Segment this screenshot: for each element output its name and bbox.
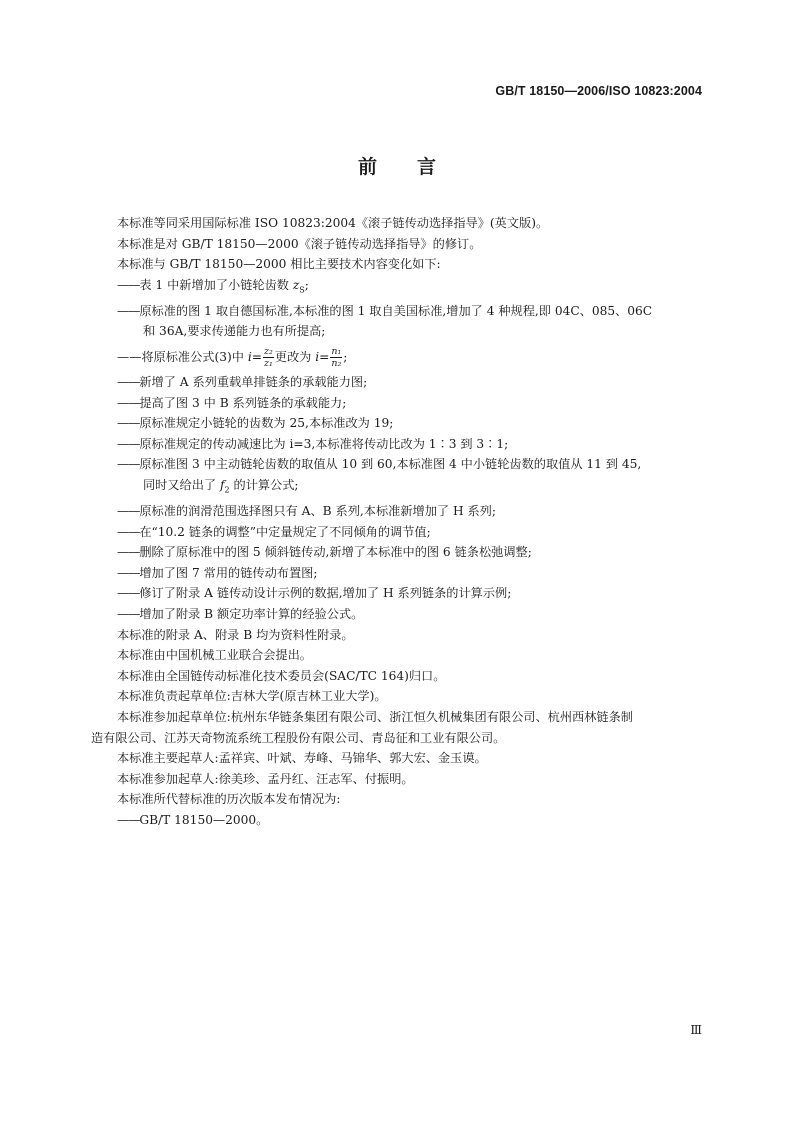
dash: —— (117, 606, 140, 621)
paragraph-proposed: 本标准由中国机械工业联合会提出。 (117, 648, 312, 663)
page-title: 前言 (357, 156, 476, 178)
change-item-10: ——在“10.2 链条的调整”中定量规定了不同倾角的调节值; (117, 524, 431, 539)
foreword-body (91, 213, 705, 831)
page-number: Ⅲ (690, 1023, 702, 1037)
change-item-7: ——原标准规定的传动减速比为 i=3,本标准将传动比改为 1∶3 到 3∶1; (117, 436, 509, 451)
paragraph-history-intro: 本标准所代替标准的历次版本发布情况为: (117, 792, 341, 807)
dash: —— (117, 812, 140, 827)
dash: —— (117, 586, 140, 601)
paragraph-annex: 本标准的附录 A、附录 B 均为资料性附录。 (117, 627, 354, 642)
change-item-5: ——提高了图 3 中 B 系列链条的承载能力; (117, 395, 347, 410)
paragraph-drafter-lead: 本标准负责起草单位:吉林大学(原吉林工业大学)。 (117, 689, 387, 704)
change-item-11: ——删除了原标准中的图 5 倾斜链传动,新增了本标准中的图 6 链条松弛调整; (117, 545, 532, 560)
change-item-6: ——原标准规定小链轮的齿数为 25,本标准改为 19; (117, 416, 394, 431)
dash: —— (117, 436, 140, 451)
change-item-14: ——增加了附录 B 额定功率计算的经验公式。 (117, 606, 364, 621)
change-item-8: ——原标准图 3 中主动链轮齿数的取值从 10 到 60,本标准图 4 中小链轮齿数的取值从 11 到 45, (117, 457, 642, 472)
paragraph-drafting-units: 本标准参加起草单位:杭州东华链条集团有限公司、浙江恒久机械集团有限公司、杭州西林链条制 (117, 709, 633, 724)
dash: —— (117, 565, 140, 580)
dash: —— (117, 277, 140, 292)
dash: —— (117, 545, 140, 560)
change-item-12: ——增加了图 7 常用的链传动布置图; (117, 565, 318, 580)
dash: —— (117, 524, 140, 539)
dash: —— (117, 416, 140, 431)
paragraph-adoption: 本标准等同采用国际标准 ISO 10823:2004《滚子链传动选择指导》(英文版)。 (117, 216, 549, 230)
dash: —— (117, 457, 140, 472)
change-item-2-continued: 和 36A,要求传递能力也有所提高; (143, 324, 326, 339)
change-item-13: ——修订了附录 A 链传动设计示例的数据,增加了 H 系列链条的计算示例; (117, 586, 512, 601)
change-item-3: ——将原标准公式(3)中 i= $\frac{\text{z₂}}{\text{z₁}}$ 更改为 i= $\frac{\text{n₁}}{\text{n₂}}$ ; (117, 346, 348, 369)
formula-fraction-new: $\frac{\text{n₁}}{\text{n₂}}$ (331, 346, 342, 369)
change-item-8-continued: 同时又给出了 $f_2$ 的计算公式; (143, 477, 299, 495)
change-item-4: ——新增了 A 系列重载单排链条的承载能力图; (117, 375, 368, 389)
paragraph-revision: 本标准是对 GB/T 18150—2000《滚子链传动选择指导》的修订。 (117, 236, 482, 251)
paragraph-centralized: 本标准由全国链传动标准化技术委员会(SAC/TC 164)归口。 (117, 668, 446, 683)
dash: —— (117, 350, 142, 364)
change-item-1: ——表 1 中新增加了小链轮齿数 $z_S$; (117, 277, 309, 295)
dash: —— (117, 395, 140, 410)
change-item-9: ——原标准的润滑范围选择图只有 A、B 系列,本标准新增加了 H 系列; (117, 504, 496, 518)
paragraph-participating-drafters: 本标准参加起草人:徐美珍、孟丹红、汪志军、付振明。 (117, 771, 414, 786)
standard-code: GB/T 18150—2006/ISO 10823:2004 (495, 84, 702, 98)
paragraph-drafting-units-continued: 造有限公司、江苏天奇物流系统工程股份有限公司、青岛征和工业有限公司。 (91, 730, 506, 745)
dash: —— (117, 303, 140, 318)
formula-fraction-old: $\frac{\text{z₂}}{\text{z₁}}$ (263, 346, 273, 369)
dash: —— (117, 504, 140, 518)
paragraph-main-drafters: 本标准主要起草人:孟祥宾、叶斌、寿峰、马锦华、郭大宏、金玉谟。 (117, 751, 487, 766)
change-item-2: ——原标准的图 1 取自德国标准,本标准的图 1 取自美国标准,增加了 4 种规程,即 04C、085、06C (117, 303, 653, 318)
history-item: ——GB/T 18150—2000。 (117, 812, 269, 827)
dash: —— (117, 375, 140, 389)
paragraph-changes-intro: 本标准与 GB/T 18150—2000 相比主要技术内容变化如下: (117, 257, 441, 272)
